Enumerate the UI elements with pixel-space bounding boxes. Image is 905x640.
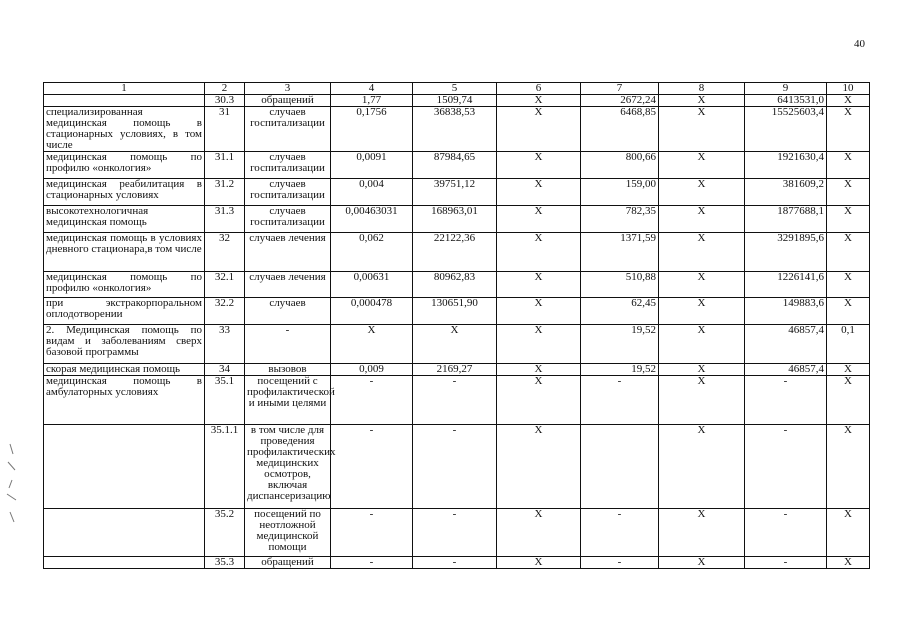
table-cell: 1509,74 (413, 95, 497, 107)
table-cell: медицинская помощь по профилю «онкология» (44, 272, 205, 298)
table-cell: X (659, 206, 745, 233)
table-cell: X (659, 298, 745, 325)
table-cell: случаев госпитализации (245, 107, 331, 152)
table-cell: X (497, 325, 581, 364)
table-cell: X (497, 233, 581, 272)
page-number: 40 (854, 38, 865, 50)
table-cell: 510,88 (581, 272, 659, 298)
table-row (44, 233, 870, 272)
column-header: 7 (581, 83, 659, 95)
table-cell: случаев госпитализации (245, 206, 331, 233)
table-cell: 32.2 (205, 298, 245, 325)
table-cell: - (413, 425, 497, 509)
table-cell: 46857,4 (745, 325, 827, 364)
table-cell: - (413, 557, 497, 569)
table-cell: X (413, 325, 497, 364)
table-cell: 15525603,4 (745, 107, 827, 152)
table-row (44, 557, 870, 569)
table-cell: медицинская помощь по профилю «онкология» (44, 152, 205, 179)
table-cell: обращений (245, 557, 331, 569)
table-cell: 0,00463031 (331, 206, 413, 233)
table-cell: 32.1 (205, 272, 245, 298)
table-cell: - (331, 376, 413, 425)
table-cell: 2672,24 (581, 95, 659, 107)
table-cell: 22122,36 (413, 233, 497, 272)
table-cell: 0,00631 (331, 272, 413, 298)
table-cell: 19,52 (581, 364, 659, 376)
table-cell: X (827, 233, 870, 272)
column-header: 10 (827, 83, 870, 95)
table-row (44, 206, 870, 233)
column-header: 9 (745, 83, 827, 95)
table-cell: X (659, 95, 745, 107)
table-cell: X (659, 557, 745, 569)
table-cell: 35.3 (205, 557, 245, 569)
table-cell: X (827, 95, 870, 107)
table-cell: 36838,53 (413, 107, 497, 152)
table-cell: 46857,4 (745, 364, 827, 376)
table-cell: 33 (205, 325, 245, 364)
table-cell: 35.1 (205, 376, 245, 425)
table-cell: 149883,6 (745, 298, 827, 325)
table-cell: - (331, 557, 413, 569)
table-cell (44, 509, 205, 557)
column-header: 3 (245, 83, 331, 95)
table-cell: X (497, 298, 581, 325)
table-cell: X (497, 272, 581, 298)
table-row (44, 152, 870, 179)
table-cell: вызовов (245, 364, 331, 376)
table-cell: 0,0091 (331, 152, 413, 179)
table-cell: X (827, 298, 870, 325)
table-cell: X (827, 425, 870, 509)
table-cell: случаев (245, 298, 331, 325)
table-cell: 130651,90 (413, 298, 497, 325)
table-cell: - (331, 509, 413, 557)
table-row (44, 298, 870, 325)
table-row (44, 95, 870, 107)
table-cell: X (827, 206, 870, 233)
tariff-table (43, 82, 869, 569)
table-row (44, 376, 870, 425)
table-cell: 800,66 (581, 152, 659, 179)
table-cell: случаев госпитализации (245, 179, 331, 206)
table-cell: X (497, 95, 581, 107)
table-cell: X (497, 557, 581, 569)
table-cell: 87984,65 (413, 152, 497, 179)
table-cell: X (659, 376, 745, 425)
table-cell (44, 95, 205, 107)
table-cell: специализированная медицинская помощь в стационарных условиях, в том числе (44, 107, 205, 152)
table-cell: случаев лечения (245, 272, 331, 298)
table-cell: X (659, 509, 745, 557)
table-cell: X (827, 107, 870, 152)
column-header: 2 (205, 83, 245, 95)
table-cell: X (497, 509, 581, 557)
table-cell: 0,1756 (331, 107, 413, 152)
table-cell: X (827, 557, 870, 569)
table-cell: - (745, 509, 827, 557)
scan-marks (4, 440, 26, 540)
table-cell: 31.2 (205, 179, 245, 206)
table-cell: - (581, 509, 659, 557)
table-cell: высокотехнологичная медицинская помощь (44, 206, 205, 233)
table-cell: 0,000478 (331, 298, 413, 325)
table-cell: 31.3 (205, 206, 245, 233)
column-header: 4 (331, 83, 413, 95)
table-row (44, 425, 870, 509)
table-cell: 34 (205, 364, 245, 376)
header-row (44, 83, 870, 95)
table-cell: X (659, 325, 745, 364)
table-cell: 35.2 (205, 509, 245, 557)
table-cell: 0,004 (331, 179, 413, 206)
table-cell: X (497, 107, 581, 152)
table-cell: 31 (205, 107, 245, 152)
table-row (44, 509, 870, 557)
table-cell: X (497, 364, 581, 376)
table-cell: 1226141,6 (745, 272, 827, 298)
table-cell: медицинская помощь в условиях дневного стационара,в том числе (44, 233, 205, 272)
table-cell: X (497, 206, 581, 233)
table-cell: при экстракорпоральном оплодотворении (44, 298, 205, 325)
table-cell (44, 557, 205, 569)
table-cell: 2. Медицинская помощь по видам и заболеваниям сверх базовой программы (44, 325, 205, 364)
table-cell: 6468,85 (581, 107, 659, 152)
table-cell: - (745, 376, 827, 425)
table-cell: X (497, 152, 581, 179)
table-cell: X (827, 179, 870, 206)
table-cell: 1371,59 (581, 233, 659, 272)
table-cell: X (827, 152, 870, 179)
table-cell: X (659, 364, 745, 376)
table-cell: X (497, 179, 581, 206)
table-cell: X (659, 272, 745, 298)
table-cell: X (827, 364, 870, 376)
table-cell: 0,1 (827, 325, 870, 364)
table-row (44, 364, 870, 376)
table-cell: - (745, 557, 827, 569)
table-row (44, 325, 870, 364)
table-cell: 0,062 (331, 233, 413, 272)
table-cell: посещений с профилактической и иными целями (245, 376, 331, 425)
table-cell: 80962,83 (413, 272, 497, 298)
table-cell: X (659, 152, 745, 179)
table-cell: X (827, 509, 870, 557)
table-row (44, 179, 870, 206)
table-cell: 31.1 (205, 152, 245, 179)
table-cell: - (581, 557, 659, 569)
table-cell: - (331, 425, 413, 509)
column-header: 1 (44, 83, 205, 95)
table-cell: 168963,01 (413, 206, 497, 233)
table-cell: 62,45 (581, 298, 659, 325)
table-cell: 6413531,0 (745, 95, 827, 107)
table-cell: - (745, 425, 827, 509)
column-header: 6 (497, 83, 581, 95)
table-cell: скорая медицинская помощь (44, 364, 205, 376)
table-cell: 35.1.1 (205, 425, 245, 509)
table-cell: случаев госпитализации (245, 152, 331, 179)
table-cell: 3291895,6 (745, 233, 827, 272)
column-header: 8 (659, 83, 745, 95)
table-cell: медицинская реабилитация в стационарных условиях (44, 179, 205, 206)
table-cell: посещений по неотложной медицинской помощи (245, 509, 331, 557)
table-cell: 2169,27 (413, 364, 497, 376)
table-cell: 782,35 (581, 206, 659, 233)
table-cell (44, 425, 205, 509)
table-row (44, 107, 870, 152)
column-header: 5 (413, 83, 497, 95)
table-cell: X (659, 107, 745, 152)
table-cell: - (245, 325, 331, 364)
table-cell: случаев лечения (245, 233, 331, 272)
table-cell: в том числе для проведения профилактических медицинских осмотров, включая диспансеризацию (245, 425, 331, 509)
table-cell: 381609,2 (745, 179, 827, 206)
table-cell: - (413, 376, 497, 425)
table-cell: 30.3 (205, 95, 245, 107)
table-cell: X (659, 233, 745, 272)
table-cell: - (413, 509, 497, 557)
table-cell (581, 425, 659, 509)
table-cell: 39751,12 (413, 179, 497, 206)
table-cell: медицинская помощь в амбулаторных условиях (44, 376, 205, 425)
table-cell: 0,009 (331, 364, 413, 376)
table-cell: 1,77 (331, 95, 413, 107)
table-cell: X (827, 272, 870, 298)
table-cell: X (659, 425, 745, 509)
table-cell: обращений (245, 95, 331, 107)
table-row (44, 272, 870, 298)
table-cell: X (659, 179, 745, 206)
table-cell: X (497, 425, 581, 509)
table-cell: 159,00 (581, 179, 659, 206)
table-cell: 1877688,1 (745, 206, 827, 233)
table-cell: X (497, 376, 581, 425)
table-cell: 1921630,4 (745, 152, 827, 179)
table-cell: 32 (205, 233, 245, 272)
table-cell: X (827, 376, 870, 425)
table-cell: X (331, 325, 413, 364)
table-cell: - (581, 376, 659, 425)
table-cell: 19,52 (581, 325, 659, 364)
